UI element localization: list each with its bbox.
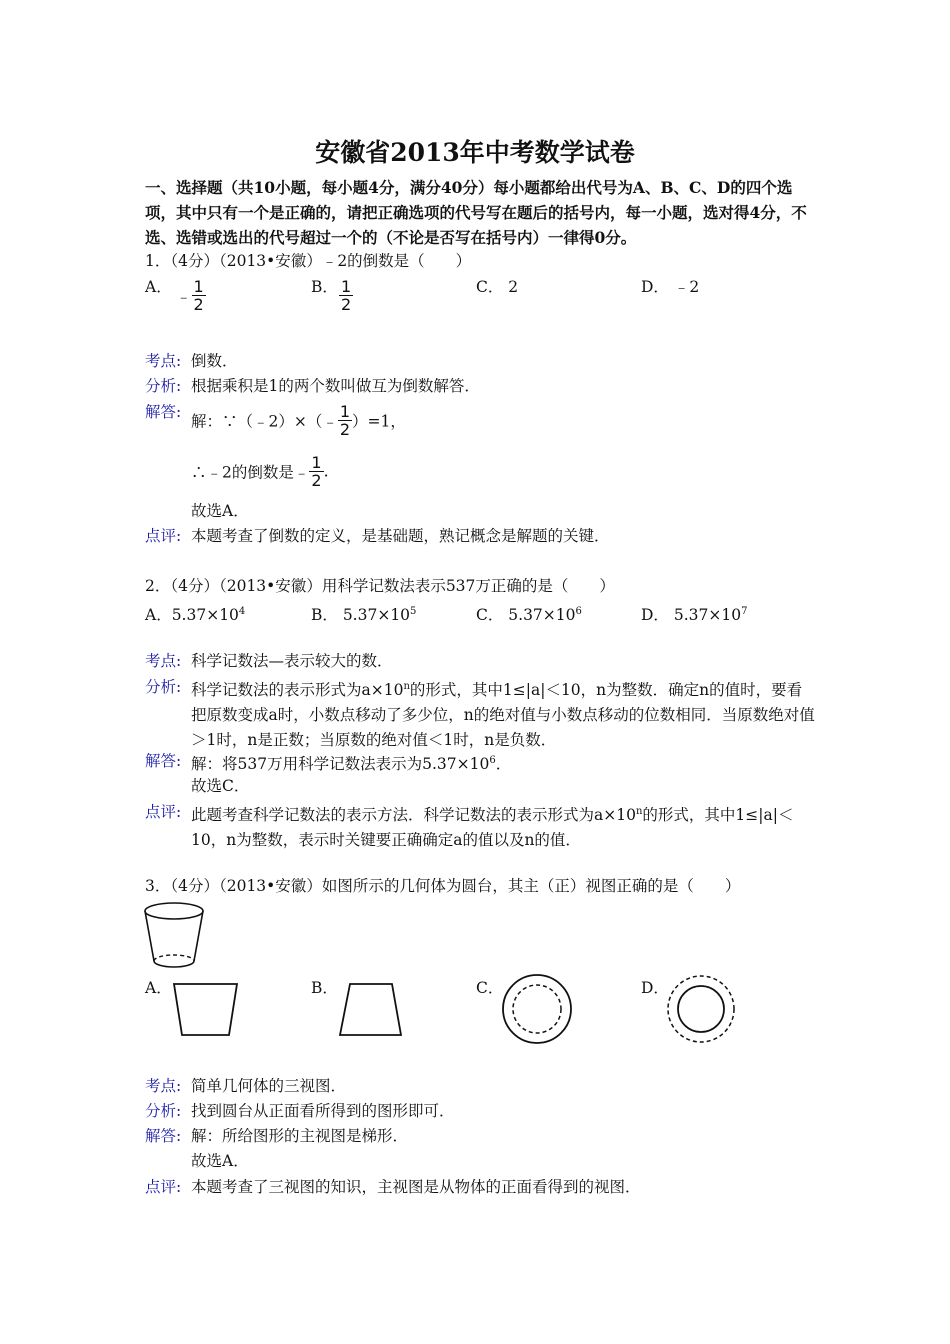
q1-jieda-label: 解答:	[145, 403, 182, 421]
page-title: 安徽省2013年中考数学试卷	[315, 138, 635, 167]
q3-option-b-label: B．	[311, 979, 338, 997]
fraction	[309, 454, 323, 489]
q3-option-c-label: C．	[476, 979, 504, 997]
numerator: 1	[193, 277, 204, 296]
q1-option-a-value	[176, 278, 206, 313]
exponent: n	[635, 806, 643, 817]
analysis-text: 科学记数法的表示形式为a×10	[191, 681, 404, 699]
q2-kaodian-label: 考点:	[145, 652, 182, 670]
fraction	[192, 278, 206, 313]
q1-dianping-text: 本题考查了倒数的定义，是基础题，熟记概念是解题的关键．	[191, 527, 610, 545]
denominator: 2	[311, 471, 322, 490]
q1-option-a	[145, 276, 172, 298]
minus-sign: ﹣	[176, 287, 192, 306]
q2-kaodian-text: 科学记数法—表示较大的数．	[191, 652, 393, 670]
exponent: n	[403, 681, 410, 692]
solution-text: 解：将537万用科学记数法表示为5.37×10	[191, 755, 490, 773]
q2-jieda-line2: 故选C．	[191, 777, 250, 795]
q2-stem: 2．（4分）（2013•安徽）用科学记数法表示537万正确的是（ ）	[145, 577, 615, 595]
q2-dianping-label: 点评:	[145, 803, 182, 821]
q2-option-d	[641, 601, 747, 626]
q3-jieda-line2: 故选A．	[191, 1152, 249, 1170]
q1-option-c: C． 2	[476, 278, 519, 296]
numerator: 1	[339, 402, 351, 421]
q1-option-a-label: A．	[145, 278, 172, 296]
q1-fenxi-text: 根据乘积是1的两个数叫做互为倒数解答．	[191, 377, 480, 395]
q1-kaodian-label: 考点:	[145, 352, 182, 370]
q3-fenxi-label: 分析:	[145, 1102, 182, 1120]
q1-option-b-label: B．	[311, 278, 338, 296]
exponent: 6	[575, 606, 582, 617]
exponent: 6	[489, 755, 496, 766]
q3-option-d-label: D．	[641, 979, 669, 997]
q2-dianping-text	[191, 799, 816, 853]
denominator: 2	[193, 295, 204, 314]
option-b-trapezoid-icon	[336, 980, 408, 1040]
q3-jieda-label: 解答:	[145, 1127, 182, 1145]
frustum-figure	[140, 898, 210, 974]
q1-option-b-value	[339, 278, 353, 313]
solution-text: .	[323, 462, 329, 481]
q1-dianping-label: 点评:	[145, 527, 182, 545]
option-a-trapezoid-icon	[170, 980, 242, 1040]
q1-kaodian-text: 倒数．	[191, 352, 238, 370]
exponent: 4	[238, 606, 246, 617]
q3-dianping-text: 本题考查了三视图的知识，主视图是从物体的正面看得到的视图．	[191, 1178, 641, 1196]
comment-text: 此题考查科学记数法的表示方法．科学记数法的表示形式为a×10	[191, 806, 636, 824]
solution-text: 解：∵（﹣2）×（﹣	[191, 412, 338, 431]
analysis-text: 的形式，其中1≤|a|＜10，n为整数．确定n的值时，要看把原数变成a时，小数点移动了多少位，n的绝对值与小数点移动的位数相同．当原数绝对值＞1时，n是正数；当原数的绝对值＜1时，n是负数．	[191, 681, 815, 749]
q3-jieda-line1: 解：所给图形的主视图是梯形．	[191, 1127, 409, 1145]
q2-option-b	[311, 601, 416, 626]
q2-option-a	[145, 601, 245, 626]
exponent: 7	[741, 606, 748, 617]
solution-text: ）=1，	[352, 412, 406, 431]
section-header: 一、选择题（共10小题，每小题4分，满分40分）每小题都给出代号为A、B、C、D的四个选项，其中只有一个是正确的，请把正确选项的代号写在题后的括号内，每一小题，选对得4分，不选、选错或选出的代号超过一个的（不论是否写在括号内）一律得0分。	[145, 178, 807, 247]
solution-text: ∴﹣2的倒数是﹣	[191, 463, 310, 482]
option-c-circles-icon	[500, 972, 574, 1046]
option-text: C． 5.37×10	[476, 606, 576, 624]
q2-fenxi-label: 分析:	[145, 678, 182, 696]
q2-fenxi-text	[191, 674, 816, 753]
denominator: 2	[339, 420, 351, 439]
comment-text: 的形式，其中1≤|a|＜10，n为整数，表示时关键要正确确定a的值以及n的值．	[191, 806, 794, 849]
q1-fenxi-label: 分析:	[145, 377, 182, 395]
exponent: 5	[410, 606, 417, 617]
q1-stem: 1．（4分）（2013•安徽）﹣2的倒数是（ ）	[145, 252, 472, 270]
q1-jieda-line3: 故选A．	[191, 502, 249, 520]
option-text: B． 5.37×10	[311, 606, 411, 624]
q2-jieda-line1	[191, 750, 511, 775]
q3-option-a-label: A．	[145, 979, 172, 997]
q3-kaodian-label: 考点:	[145, 1077, 182, 1095]
q2-option-c	[476, 601, 582, 626]
denominator: 2	[341, 295, 352, 314]
fraction	[338, 403, 352, 438]
q1-jieda-line2	[191, 454, 329, 489]
option-text: D． 5.37×10	[641, 606, 742, 624]
q3-fenxi-text: 找到圆台从正面看所得到的图形即可．	[191, 1102, 455, 1120]
q3-kaodian-text: 简单几何体的三视图．	[191, 1077, 347, 1095]
solution-text: ．	[495, 755, 512, 773]
q1-option-d: D． ﹣2	[641, 278, 700, 296]
q3-dianping-label: 点评:	[145, 1178, 182, 1196]
option-d-circles-icon	[664, 972, 738, 1046]
numerator: 1	[341, 277, 352, 296]
fraction	[339, 278, 353, 313]
numerator: 1	[311, 453, 322, 472]
q1-jieda-line1	[191, 403, 406, 438]
q2-jieda-label: 解答:	[145, 752, 182, 770]
option-text: A．5.37×10	[145, 606, 239, 624]
q3-stem: 3．（4分）（2013•安徽）如图所示的几何体为圆台，其主（正）视图正确的是（ ）	[145, 877, 741, 895]
